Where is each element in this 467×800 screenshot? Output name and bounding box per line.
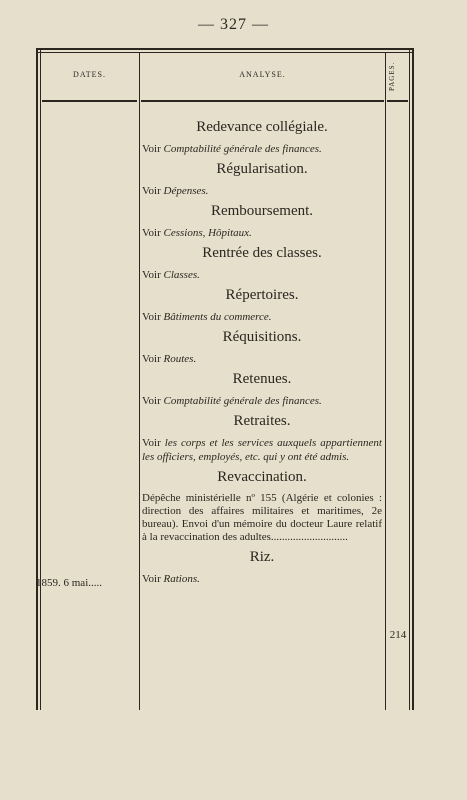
header-rule-analyse [141, 100, 384, 102]
reference-target: Rations. [163, 573, 200, 585]
reference-target: Dépenses. [163, 185, 209, 197]
reference-target: les corps et les services auxquels appartiennent les officiers, employés, etc. qui y ont été admis. [142, 437, 382, 463]
table-right-rule-thin [409, 48, 410, 710]
index-entry [142, 244, 382, 282]
reference-target: Comptabilité générale des finances. [163, 143, 322, 155]
entry-heading: Régularisation. [216, 161, 308, 177]
index-entry [142, 118, 382, 156]
entry-reference [142, 572, 382, 586]
index-entry [142, 412, 382, 464]
header-rule-dates [42, 100, 137, 102]
column-header-dates: DATES. [73, 70, 106, 79]
column-header-analyse: ANALYSE. [239, 70, 286, 79]
dates-column-divider [139, 52, 140, 710]
voir-label: Voir [142, 353, 161, 365]
voir-label: Voir [142, 227, 161, 239]
voir-label: Voir [142, 437, 161, 449]
voir-label: Voir [142, 269, 161, 281]
entry-reference [142, 226, 382, 240]
index-entry-revaccination [142, 468, 382, 544]
reference-target: Cessions, Hôpitaux. [163, 227, 252, 239]
table-top-rule-thin [36, 52, 412, 53]
pages-column-divider [385, 52, 386, 710]
index-entry [142, 286, 382, 324]
voir-label: Voir [142, 143, 161, 155]
index-entry [142, 202, 382, 240]
entry-heading: Remboursement. [210, 203, 314, 219]
index-entry [142, 328, 382, 366]
table-left-rule-thin [40, 48, 41, 710]
entry-reference [142, 268, 382, 282]
analyse-column [142, 114, 382, 588]
entry-reference [142, 436, 382, 464]
reference-target: Comptabilité générale des finances. [163, 395, 322, 407]
entry-reference [142, 310, 382, 324]
table-right-rule [412, 48, 414, 710]
index-entry [142, 548, 382, 586]
entry-heading: Retraites. [233, 413, 291, 429]
index-entry [142, 160, 382, 198]
entry-date: 1859. 6 mai..... [36, 577, 102, 589]
column-header-pages: PAGES. [388, 61, 396, 91]
page-reference: 214 [389, 629, 407, 641]
header-rule-pages [387, 100, 408, 102]
page-number: — 327 — [198, 16, 269, 33]
table-top-rule [36, 48, 412, 50]
voir-label: Voir [142, 573, 161, 585]
entry-reference [142, 184, 382, 198]
entry-heading: Rentrée des classes. [202, 245, 322, 261]
voir-label: Voir [142, 395, 161, 407]
reference-target: Routes. [163, 353, 197, 365]
entry-reference [142, 142, 382, 156]
entry-reference [142, 394, 382, 408]
entry-heading: Retenues. [232, 371, 292, 387]
entry-heading: Revaccination. [217, 469, 307, 485]
entry-heading: Réquisitions. [222, 329, 302, 345]
entry-heading: Riz. [249, 549, 275, 565]
entry-document-text: Dépêche ministérielle nº 155 (Algérie et colonies : direction des affaires militaires et maritimes, 2e bureau). Envoi d'un mémoire du docteur Laure relatif à la revaccination des adultes............................ [142, 492, 382, 543]
voir-label: Voir [142, 185, 161, 197]
entry-heading: Redevance collégiale. [196, 119, 328, 135]
voir-label: Voir [142, 311, 161, 323]
entry-heading: Répertoires. [225, 287, 299, 303]
table-left-rule [36, 48, 38, 710]
reference-target: Bâtiments du commerce. [163, 311, 272, 323]
reference-target: Classes. [163, 269, 200, 281]
index-entry [142, 370, 382, 408]
index-table [36, 48, 414, 710]
entry-reference [142, 352, 382, 366]
